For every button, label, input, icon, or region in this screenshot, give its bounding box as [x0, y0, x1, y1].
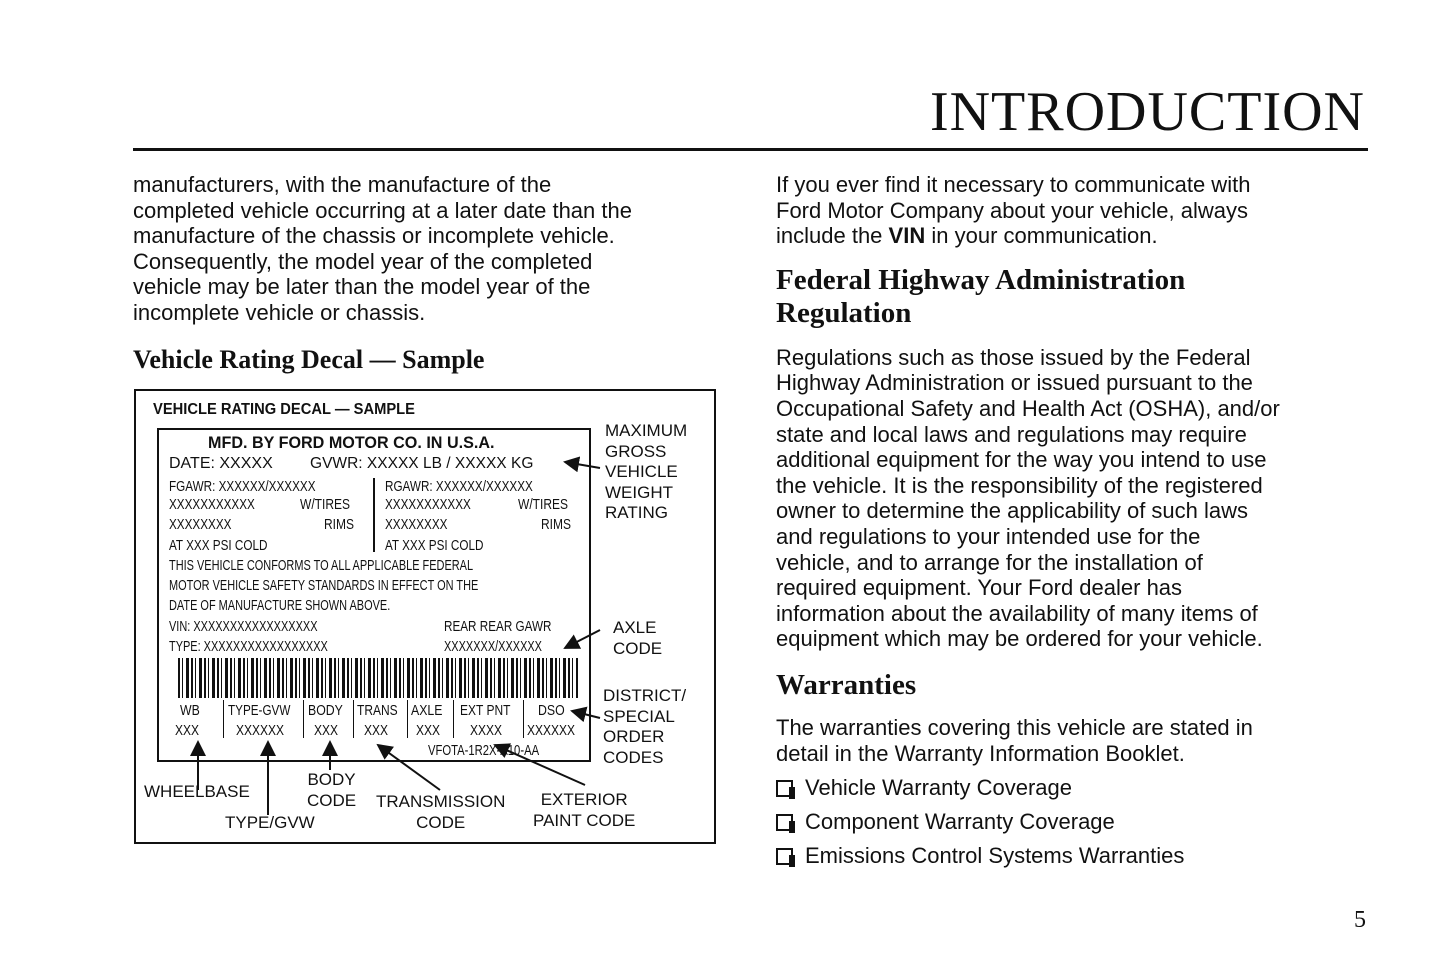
decal-code-header: TRANS — [357, 702, 398, 719]
decal-code-header: DSO — [538, 702, 565, 719]
decal-code-value: XXX — [175, 722, 200, 739]
decal-rims-label: RIMS — [324, 516, 354, 533]
text-line: manufacturers, with the manufacture of the — [133, 172, 552, 197]
text-line: owner to determine the applicability of such laws — [776, 498, 1249, 524]
text-line: Regulations such as those issued by the Federal — [776, 344, 1251, 370]
arrow-exterior-paint — [495, 745, 585, 785]
text-line: completed vehicle occurring at a later date than the — [133, 197, 632, 223]
callout-type-gvw: TYPE/GVW — [225, 813, 315, 832]
checklist-item — [776, 775, 1376, 800]
decal-caption: VEHICLE RATING DECAL — SAMPLE — [153, 401, 415, 418]
decal-rims-right: XXXXXXXX — [385, 516, 448, 533]
text-line: Highway Administration or issued pursuant to the — [776, 370, 1253, 396]
text-line: vehicle may be later than the model year of the — [133, 274, 591, 300]
decal-code-value: XXX — [364, 722, 389, 739]
text-line: state and local laws and regulations may require — [776, 421, 1247, 447]
warranty-checklist — [776, 775, 1376, 868]
callout-exterior-paint-code: EXTERIOR PAINT CODE — [533, 790, 636, 830]
callout-axle-code: AXLE CODE — [613, 618, 663, 658]
decal-code-header: TYPE-GVW — [228, 702, 291, 719]
text-line: Ford Motor Company about your vehicle, always — [776, 197, 1248, 223]
text-line — [776, 223, 1376, 249]
page-section-title: INTRODUCTION — [929, 81, 1365, 143]
callout-gvwr: MAXIMUM GROSS VEHICLE WEIGHT RATING — [605, 421, 688, 522]
decal-fgawr: FGAWR: XXXXXX/XXXXXX — [169, 478, 316, 495]
callout-body-code: BODY CODE — [307, 770, 357, 810]
decal-gvwr: GVWR: XXXXX LB / XXXXX KG — [310, 455, 534, 472]
checkbox-icon — [776, 780, 793, 797]
decal-type-right: XXXXXXX/XXXXXX — [444, 638, 542, 655]
decal-tires-label: W/TIRES — [518, 496, 568, 513]
callout-wheelbase: WHEELBASE — [144, 782, 250, 801]
decal-date: DATE: XXXXX — [169, 455, 273, 472]
decal-conformity-line: THIS VEHICLE CONFORMS TO ALL APPLICABLE FEDERAL — [169, 557, 474, 574]
decal-section-heading: Vehicle Rating Decal — Sample — [133, 345, 485, 374]
checkbox-icon — [776, 848, 793, 865]
decal-code-value: XXXXXX — [527, 722, 576, 739]
warranties-paragraph — [776, 715, 1376, 766]
text-line: detail in the Warranty Information Booklet. — [776, 740, 1185, 766]
arrow-gvwr — [565, 462, 600, 468]
text-fragment: in your communication. — [931, 223, 1158, 249]
vin-paragraph — [776, 172, 1376, 249]
text-line: equipment which may be ordered for your vehicle. — [776, 626, 1263, 652]
decal-rims-left: XXXXXXXX — [169, 516, 232, 533]
decal-rgawr: RGAWR: XXXXXX/XXXXXX — [385, 478, 533, 495]
decal-tires-label: W/TIRES — [300, 496, 350, 513]
decal-type: TYPE: XXXXXXXXXXXXXXXXX — [169, 638, 328, 655]
text-line: If you ever find it necessary to communicate with — [776, 172, 1251, 197]
decal-tires-left: XXXXXXXXXXX — [169, 496, 255, 513]
checklist-label: Vehicle Warranty Coverage — [805, 775, 1072, 801]
checklist-item — [776, 843, 1376, 868]
arrow-dso — [572, 711, 600, 718]
decal-tires-right: XXXXXXXXXXX — [385, 496, 471, 513]
arrow-transmission — [378, 745, 440, 790]
checklist-label: Component Warranty Coverage — [805, 809, 1115, 835]
text-line: the vehicle. It is the responsibility of the registered — [776, 472, 1263, 498]
text-line: and regulations to your intended use for the — [776, 523, 1201, 549]
decal-psi-right: AT XXX PSI COLD — [385, 537, 484, 554]
decal-code-header: WB — [180, 702, 200, 719]
warranties-heading: Warranties — [776, 668, 917, 701]
decal-code-header: AXLE — [411, 702, 443, 719]
decal-code-value: XXXX — [470, 722, 503, 739]
decal-code-value: XXX — [416, 722, 441, 739]
right-column — [776, 172, 1376, 868]
text-fragment: include the — [776, 223, 883, 249]
decal-part-number: VFOTA-1R2X-A10-AA — [428, 742, 540, 759]
text-line: information about the availability of many items of — [776, 600, 1258, 626]
vin-emphasis: VIN — [888, 223, 926, 249]
fha-paragraph — [776, 345, 1376, 652]
text-line: manufacture of the chassis or incomplete vehicle. — [133, 223, 615, 249]
decal-code-header: EXT PNT — [460, 702, 511, 719]
decal-psi-left: AT XXX PSI COLD — [169, 537, 268, 554]
decal-code-value: XXX — [314, 722, 339, 739]
checklist-label: Emissions Control Systems Warranties — [805, 843, 1185, 869]
text-line: incomplete vehicle or chassis. — [133, 299, 426, 325]
decal-conformity-line: MOTOR VEHICLE SAFETY STANDARDS IN EFFECT ON THE — [169, 577, 479, 594]
page-number: 5 — [1354, 907, 1366, 933]
heading-line: Regulation — [776, 296, 912, 329]
decal-rear-gawr: REAR REAR GAWR — [444, 618, 552, 635]
arrow-axle — [565, 630, 600, 648]
text-line: vehicle, and to arrange for the installation of — [776, 549, 1203, 575]
decal-code-value: XXXXXX — [236, 722, 285, 739]
callout-dso: DISTRICT/ SPECIAL ORDER CODES — [603, 686, 687, 767]
decal-conformity-line: DATE OF MANUFACTURE SHOWN ABOVE. — [169, 597, 391, 614]
text-line: Consequently, the model year of the completed — [133, 248, 593, 274]
heading-line: Federal Highway Administration — [776, 263, 1186, 296]
checkbox-icon — [776, 814, 793, 831]
decal-code-header: BODY — [308, 702, 343, 719]
callout-transmission-code: TRANSMISSION CODE — [376, 792, 506, 832]
text-line: The warranties covering this vehicle are stated in — [776, 714, 1253, 740]
decal-manufacturer: MFD. BY FORD MOTOR CO. IN U.S.A. — [208, 433, 495, 452]
decal-rims-label: RIMS — [541, 516, 571, 533]
fha-heading — [776, 264, 1376, 330]
text-line: Occupational Safety and Health Act (OSHA), and/or — [776, 395, 1280, 421]
checklist-item — [776, 809, 1376, 834]
text-line: additional equipment for the way you intend to use — [776, 447, 1267, 473]
text-line: required equipment. Your Ford dealer has — [776, 575, 1183, 601]
decal-vin: VIN: XXXXXXXXXXXXXXXXX — [169, 618, 318, 635]
